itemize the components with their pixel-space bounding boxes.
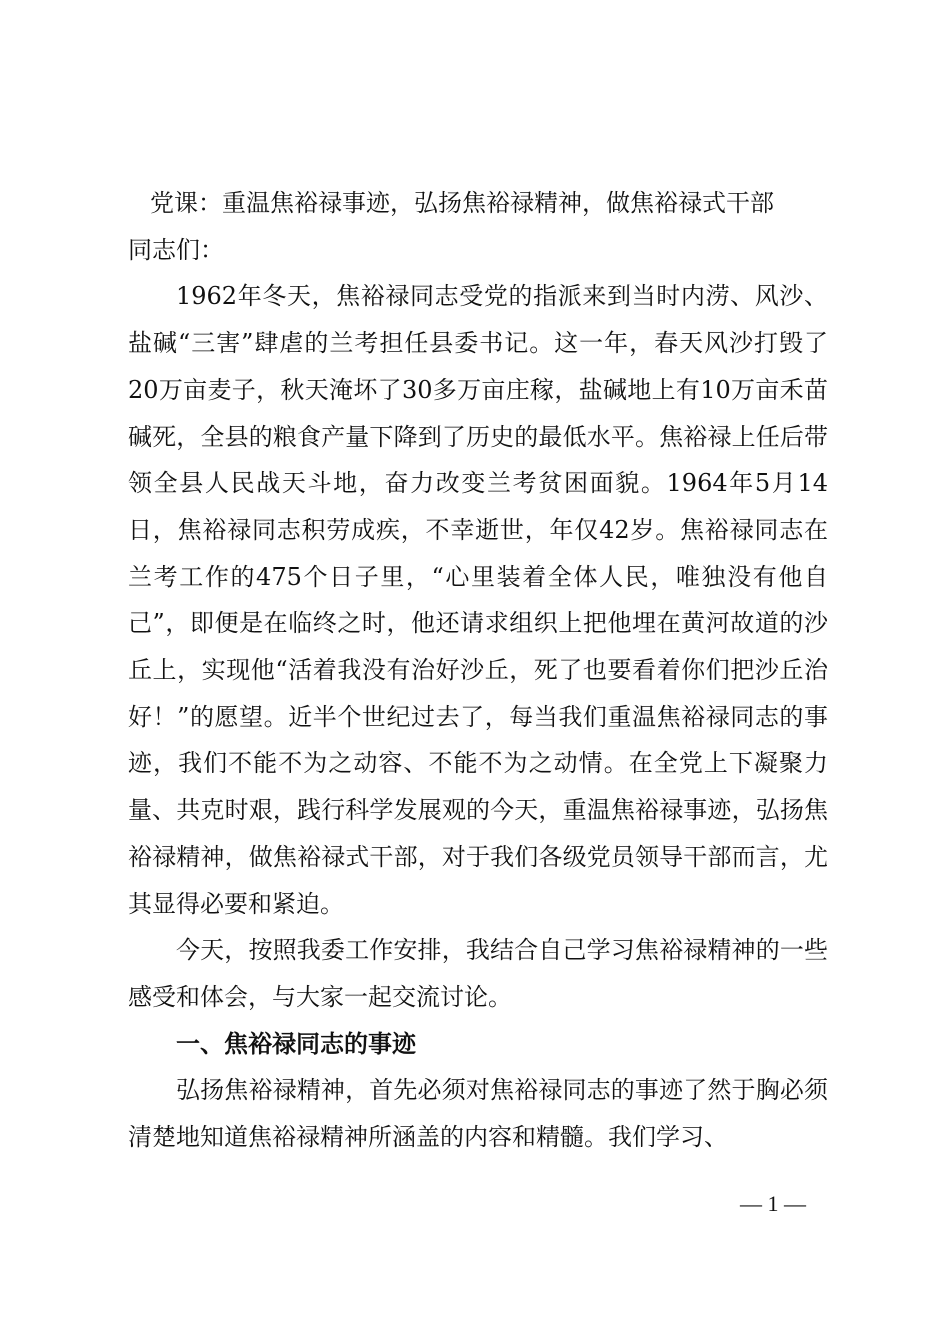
document-body	[128, 180, 828, 1161]
section-heading: 一、焦裕禄同志的事迹	[176, 1029, 416, 1058]
body-paragraph: 弘扬焦裕禄精神，首先必须对焦裕禄同志的事迹了然于胸必须清楚地知道焦裕禄精神所涵盖的内容和精髓。我们学习、	[128, 1076, 828, 1152]
body-paragraph: 1962年冬天，焦裕禄同志受党的指派来到当时内涝、风沙、盐碱“三害”肆虐的兰考担任县委书记。这一年，春天风沙打毁了20万亩麦子，秋天淹坏了30多万亩庄稼，盐碱地上有10万亩禾苗碱死，全县的粮食产量下降到了历史的最低水平。焦裕禄上任后带领全县人民战天斗地，奋力改变兰考贫困面貌。1964年5月14日，焦裕禄同志积劳成疾，不幸逝世，年仅42岁。焦裕禄同志在兰考工作的475个日子里，“心里装着全体人民，唯独没有他自己”，即便是在临终之时，他还请求组织上把他埋在黄河故道的沙丘上，实现他“活着我没有治好沙丘，死了也要看着你们把沙丘治好！”的愿望。近半个世纪过去了，每当我们重温焦裕禄同志的事迹，我们不能不为之动容、不能不为之动情。在全党上下凝聚力量、共克时艰，践行科学发展观的今天，重温焦裕禄事迹，弘扬焦裕禄精神，做焦裕禄式干部，对于我们各级党员领导干部而言，尤其显得必要和紧迫。	[128, 282, 828, 918]
document-title: 党课：重温焦裕禄事迹，弘扬焦裕禄精神，做焦裕禄式干部	[150, 189, 774, 217]
salutation: 同志们：	[128, 235, 224, 264]
page-number: — 1 —	[740, 1191, 806, 1216]
body-paragraph: 今天，按照我委工作安排，我结合自己学习焦裕禄精神的一些感受和体会，与大家一起交流讨论。	[128, 936, 828, 1011]
